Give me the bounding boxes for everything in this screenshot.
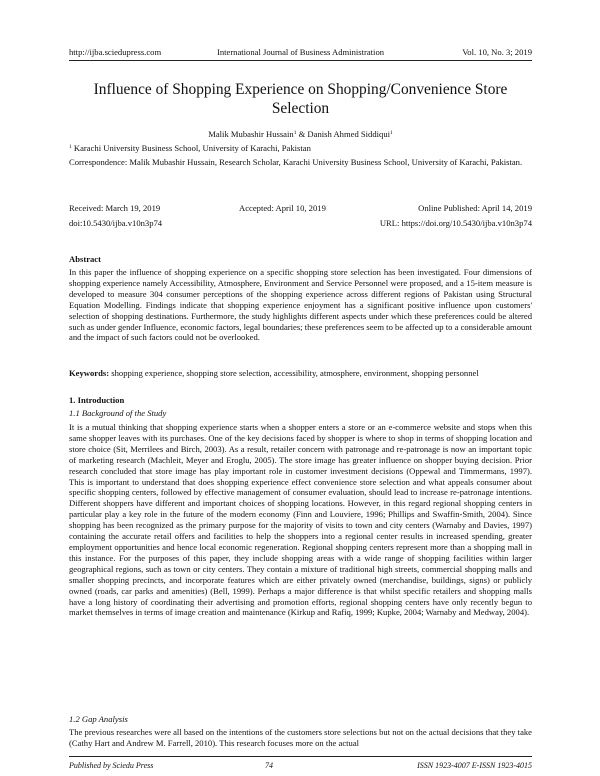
issn: ISSN 1923-4007 E-ISSN 1923-4015 xyxy=(417,761,532,770)
doi-row xyxy=(69,218,532,229)
affiliation xyxy=(69,143,532,154)
footer-rule xyxy=(69,756,532,757)
section-heading-introduction: 1. Introduction xyxy=(69,395,125,405)
paper-title: Influence of Shopping Experience on Shopping/Convenience Store Selection xyxy=(93,81,508,117)
journal-name: International Journal of Business Administration xyxy=(216,47,385,57)
correspondence: Correspondence: Malik Mubashir Hussain, Research Scholar, Karachi University Business School, University of Karachi, Pakistan. xyxy=(69,157,523,167)
keywords-text: shopping experience, shopping store selection, accessibility, atmosphere, environment, shopping personnel xyxy=(109,368,479,378)
running-header xyxy=(69,46,532,58)
background-paragraph: It is a mutual thinking that shopping experience starts when a shopper enters a store or an e-commerce website and stops when this same shopper leaves with its purchases. One of the key decisions faced by shopper is where to shop in terms of shopping location and store choice (Sit, Merrilees and Birch, 2003). As a result, retailer concern with patronage and re-patronage is now an important topic of marketing research (Machleit, Meyer and Eroglu, 2005). The store image has greater influence on shopper buying decision. Prior research concluded that store image has play important role in customer investment decisions (Oppewal and Timmermans, 1997). This is important to understand that does shopping experience effect convenience store selection and what appeals consumer about specific shopping centers, followed by effective management of consumer evaluation, should lead to increase re-patronage intentions. Different shoppers have different and important choices of shopping locations. However, in this regard regional shopping centers in particular play a key role in the future of the modern economy (Finn and Louviere, 1996; Phillips and Swaffin-Smith, 2004). Since shopping has been recognized as the primary purpose for the majority of visits to town and city centers (Warnaby and Davies, 1997) containing the accurate retail offers and facilities to help the shoppers into a regional center results in increased spending, greater employment opportunities and hence local economic regeneration. Regional shopping centers represent more than a shopping mall in this instance. For the purposes of this paper, they include shopping areas with a wide range of shopping facilities within larger geographical regions, such as town or city centers. They contain a mixture of traditional high streets, commercial shopping malls and smaller shopping precincts, and incorporate features which are either privately owned (merchandise, buildings, signs) or publicly owned (roads, car parks and amenities) (Bell, 1999). Perhaps a major difference is that whilst specific retailers and shopping malls have a long history of coordinating their advertising and promotion efforts, regional shopping centers have only recently begun to market themselves in terms of image creation and maintenance (Kirkup and Rafiq, 1999; Kupke, 2004; Warnaby and Medway, 2004). xyxy=(69,422,532,618)
publisher: Published by Sciedu Press xyxy=(69,761,154,770)
keywords-label: Keywords: xyxy=(69,368,110,378)
author-separator: & xyxy=(296,129,308,139)
gap-analysis-paragraph: The previous researches were all based on the intentions of the customers store selections but not on the actual decisions that they take (Cathy Hart and Andrew M. Farrell, 2010). This research focuses more on the actual xyxy=(69,727,532,748)
page-number: 74 xyxy=(265,761,273,770)
subsection-heading-gap-analysis: 1.2 Gap Analysis xyxy=(69,714,128,724)
affiliation-text: Karachi University Business School, University of Karachi, Pakistan xyxy=(71,143,311,153)
author-2-affiliation-mark: 1 xyxy=(390,130,393,136)
author-line xyxy=(69,129,532,140)
published-date: Online Published: April 14, 2019 xyxy=(418,203,532,213)
doi-url[interactable]: URL: https://doi.org/10.5430/ijba.v10n3p74 xyxy=(379,218,532,228)
author-1-affiliation-mark: 1 xyxy=(293,130,297,136)
affiliation-mark: 1 xyxy=(69,144,72,150)
abstract-text: In this paper the influence of shopping experience on a specific shopping store selection has been investigated. Four dimensions of shopping experience namely Accessibility, Atmosphere, Environment and Service Personnel were proposed, and a 15-item measure is developed to measure 304 consumer perceptions of the shopping experience across different regions of Pakistan using Structural Equation Modelling. Findings indicate that shopping experience enjoyment has a significant positive influence upon customers' selection of shopping destinations. Furthermore, the study highlights different aspects under which these preferences could be altered such as under gender Influence, economic factors, legal boundaries; these preferences seem to be affected up to a considerable amount and the impact of such factors could not be overlooked. xyxy=(69,267,532,343)
author-1: Malik Mubashir Hussain xyxy=(208,129,294,139)
journal-url[interactable]: http://ijba.sciedupress.com xyxy=(69,47,162,57)
keywords xyxy=(69,368,532,379)
journal-volume: Vol. 10, No. 3; 2019 xyxy=(462,47,532,57)
subsection-heading-background: 1.1 Background of the Study xyxy=(69,408,167,418)
received-date: Received: March 19, 2019 xyxy=(69,203,161,213)
running-footer xyxy=(69,760,532,771)
dates-row xyxy=(69,203,532,214)
doi[interactable]: doi:10.5430/ijba.v10n3p74 xyxy=(69,218,163,228)
accepted-date: Accepted: April 10, 2019 xyxy=(239,203,326,213)
author-2: Danish Ahmed Siddiqui xyxy=(307,129,391,139)
abstract-heading: Abstract xyxy=(69,254,101,264)
header-rule xyxy=(69,60,532,61)
